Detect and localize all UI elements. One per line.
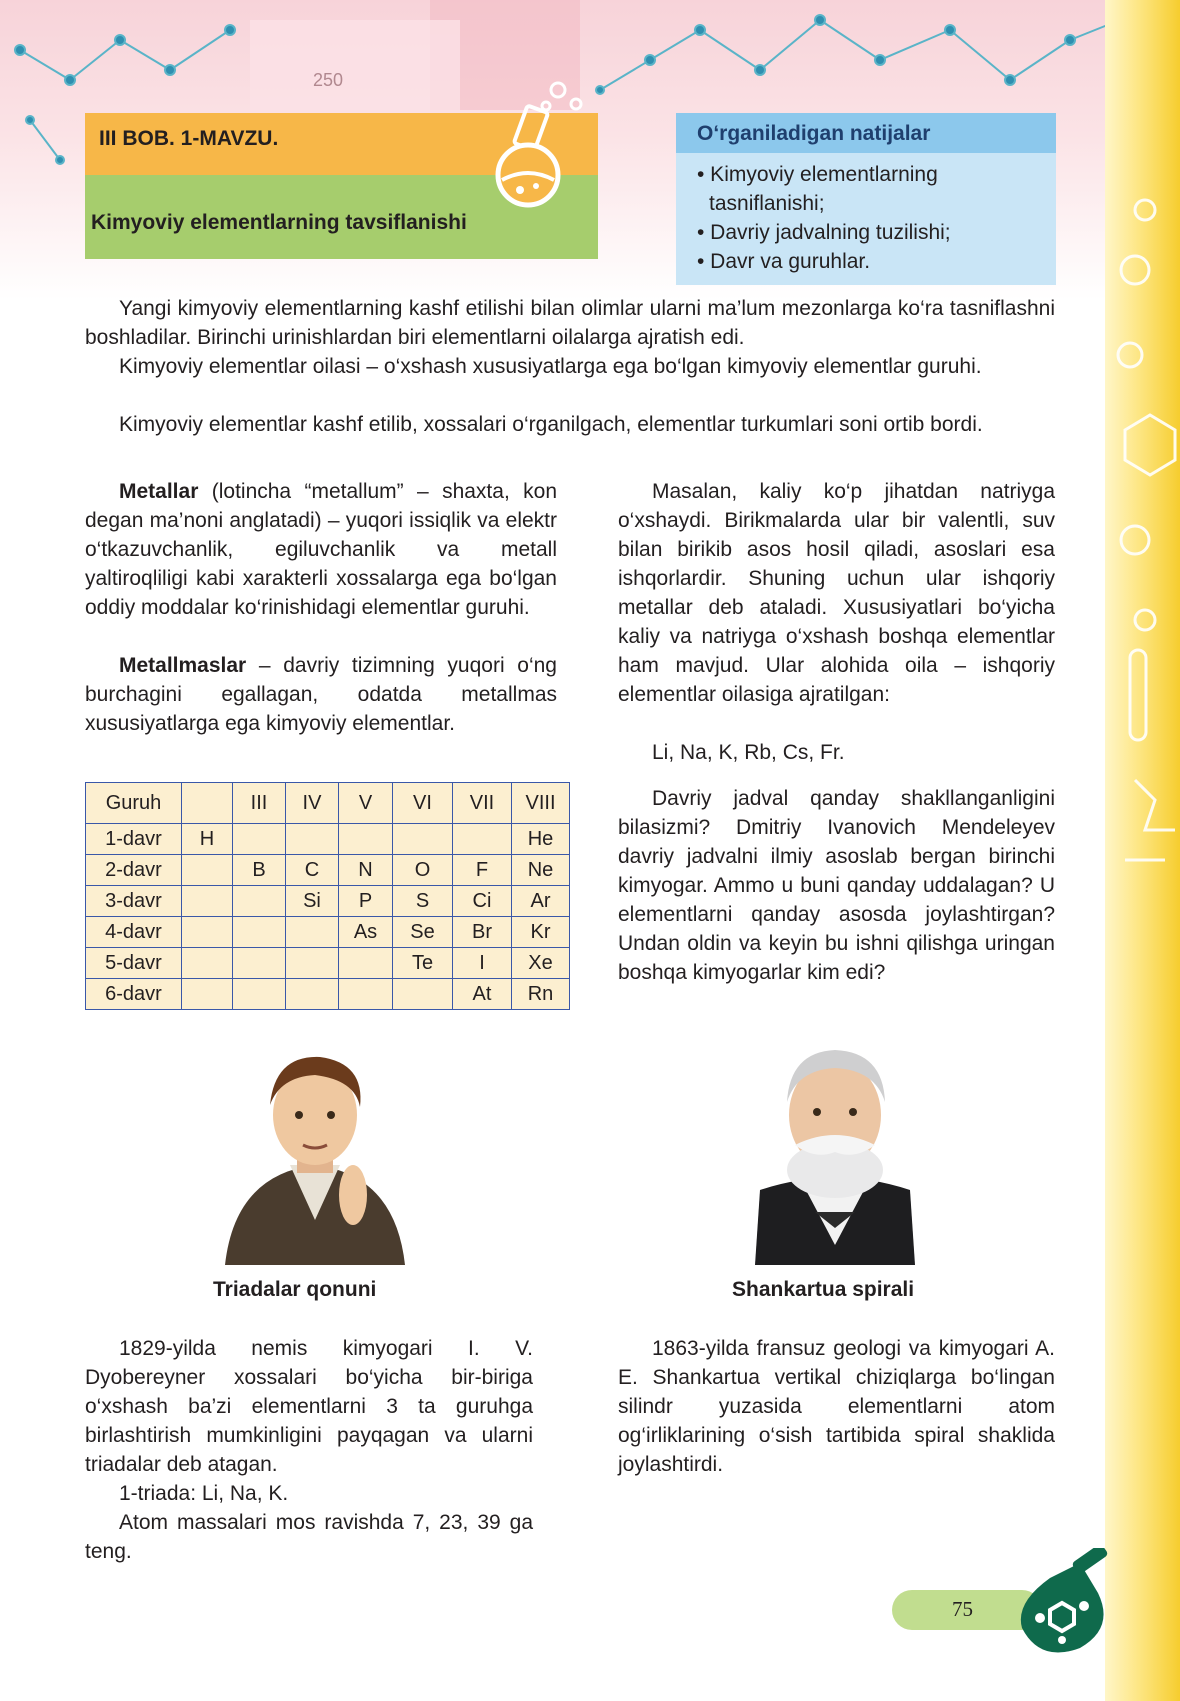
table-cell xyxy=(233,886,286,917)
table-cell xyxy=(393,979,453,1010)
table-cell xyxy=(182,855,233,886)
periodic-table-excerpt xyxy=(85,782,570,1010)
intro-paragraph-1: Yangi kimyoviy elementlarning kashf etilishi bilan olimlar ularni ma’lum mezonlarga ko‘ra tasniflashni boshladilar. Birinchi urinishlardan biri elementlarni oilalarga ajratish edi. xyxy=(85,297,1055,349)
table-row xyxy=(86,886,570,917)
table-cell: 6-davr xyxy=(86,979,182,1010)
ruler-number: 250 xyxy=(313,70,344,90)
mendeleev-paragraph: Davriy jadval qanday shakllanganligini bilasizmi? Dmitriy Ivanovich Mendeleyev davriy jadvalni ilmiy asoslab bergan birinchi kimyogar. Ammo u buni qanday uddalagan? U elementlarni qanday asosda joylashtirgan? Undan oldin va keyin bu ishni qilishga uringan boshqa kimyogarlar kim edi? xyxy=(618,787,1055,984)
table-cell: 4-davr xyxy=(86,917,182,948)
table-cell xyxy=(339,948,393,979)
table-header-cell: VI xyxy=(393,783,453,824)
chancourtois-portrait xyxy=(735,1040,935,1265)
table-cell: Ar xyxy=(512,886,570,917)
intro-paragraph-3: Kimyoviy elementlar kashf etilib, xossalari o‘rganilgach, elementlar turkumlari soni ortib bordi. xyxy=(119,413,983,436)
alkali-paragraph: Masalan, kaliy ko‘p jihatdan natriyga o‘xshaydi. Birikmalarda ular bir valentli, suv bilan birikib asos hosil qiladi, asoslari esa ishqorlardir. Shuning uchun ular ishqoriy metallar deb ataladi. Xususiyatlari bo‘yicha kaliy va natriyga o‘xshash boshqa elementlar ham mavjud. Ular alohida oila – ishqoriy elementlar oilasiga ajratilgan: xyxy=(618,480,1055,706)
table-cell xyxy=(286,824,339,855)
dobereiner-paragraph: 1829-yilda nemis kimyogari I. V. Dyobereyner xossalari bo‘yicha bir-biriga o‘xshash ba’zi elementlarni 3 ta guruhga birlashtirish mumkinligini payqagan va ularni triadalar deb atagan. xyxy=(85,1337,533,1476)
metals-definition: Metallar (lotincha “metallum” – shaxta, kon degan ma’noni anglatadi) – yuqori issiqlik va elektr o‘tkazuvchanlik, egiluvchanlik va metall yaltiroqliligi kabi xarakterli xossalarga ega bo‘lgan oddiy moddalar ko‘rinishidagi elementlar guruhi. xyxy=(85,480,557,619)
topic-title: Kimyoviy elementlarning tavsiflanishi xyxy=(91,211,467,234)
table-header-cell: VIII xyxy=(512,783,570,824)
table-cell: 2-davr xyxy=(86,855,182,886)
table-cell xyxy=(233,917,286,948)
dobereiner-portrait xyxy=(215,1045,415,1265)
table-cell: C xyxy=(286,855,339,886)
list-item: tasniflanishi; xyxy=(709,192,825,215)
table-cell xyxy=(233,979,286,1010)
table-header-cell: IV xyxy=(286,783,339,824)
table-cell: Xe xyxy=(512,948,570,979)
flask-icon xyxy=(488,78,598,208)
table-header-cell: VII xyxy=(453,783,512,824)
list-item: • Davriy jadvalning tuzilishi; xyxy=(697,221,951,244)
left-figure-caption: Triadalar qonuni xyxy=(213,1278,377,1301)
table-cell: 5-davr xyxy=(86,948,182,979)
lab-equipment-icon xyxy=(1105,0,1180,1701)
nonmetals-term: Metallmaslar xyxy=(119,654,247,677)
alkali-elements-list: Li, Na, K, Rb, Cs, Fr. xyxy=(652,741,845,764)
table-header-cell: III xyxy=(233,783,286,824)
table-cell: F xyxy=(453,855,512,886)
table-row xyxy=(86,855,570,886)
table-cell: 1-davr xyxy=(86,824,182,855)
table-cell: Se xyxy=(393,917,453,948)
table-cell: Rn xyxy=(512,979,570,1010)
nonmetals-definition: Metallmaslar – davriy tizimning yuqori o‘ng burchagini egallagan, odatda metallmas xususiyatlarga ega kimyoviy elementlar. xyxy=(85,654,557,735)
table-cell: Kr xyxy=(512,917,570,948)
table-cell xyxy=(182,886,233,917)
table-cell: 3-davr xyxy=(86,886,182,917)
table-cell xyxy=(182,979,233,1010)
table-row xyxy=(86,948,570,979)
chancourtois-paragraph: 1863-yilda fransuz geologi va kimyogari A. E. Shankartua vertikal chiziqlarga bo‘lingan silindr yuzasida elementlarni atom og‘irliklarining o‘sish tartibida spiral shaklida joylashtirdi. xyxy=(618,1337,1055,1476)
table-header-row xyxy=(86,783,570,824)
table-cell: I xyxy=(453,948,512,979)
table-row xyxy=(86,917,570,948)
learning-results-title: O‘rganiladigan natijalar xyxy=(697,122,931,145)
table-cell xyxy=(182,948,233,979)
list-item: • Kimyoviy elementlarning xyxy=(697,163,938,186)
table-cell: Br xyxy=(453,917,512,948)
table-cell: Ci xyxy=(453,886,512,917)
learning-results-list xyxy=(697,160,1047,276)
table-cell xyxy=(453,824,512,855)
table-cell: He xyxy=(512,824,570,855)
side-decor-strip xyxy=(1105,0,1180,1701)
table-cell xyxy=(339,979,393,1010)
list-item: • Davr va guruhlar. xyxy=(697,250,871,273)
table-header-cell: Guruh xyxy=(86,783,182,824)
table-cell: P xyxy=(339,886,393,917)
table-cell: Te xyxy=(393,948,453,979)
table-cell: At xyxy=(453,979,512,1010)
table-header-cell xyxy=(182,783,233,824)
table-cell: O xyxy=(393,855,453,886)
table-cell: N xyxy=(339,855,393,886)
table-cell xyxy=(233,948,286,979)
atomic-mass-paragraph: Atom massalari mos ravishda 7, 23, 39 ga teng. xyxy=(85,1511,533,1563)
triad-line: 1-triada: Li, Na, K. xyxy=(119,1482,289,1505)
table-cell: Si xyxy=(286,886,339,917)
table-header-cell: V xyxy=(339,783,393,824)
table-cell xyxy=(339,824,393,855)
table-cell xyxy=(286,979,339,1010)
page-number: 75 xyxy=(952,1597,973,1621)
metals-term: Metallar xyxy=(119,480,199,503)
table-cell xyxy=(286,948,339,979)
table-row xyxy=(86,979,570,1010)
table-cell: S xyxy=(393,886,453,917)
molecule-flask-icon xyxy=(1010,1548,1120,1658)
right-figure-caption: Shankartua spirali xyxy=(732,1278,915,1301)
table-cell: As xyxy=(339,917,393,948)
table-cell xyxy=(182,917,233,948)
table-cell xyxy=(393,824,453,855)
table-cell: B xyxy=(233,855,286,886)
table-cell: Ne xyxy=(512,855,570,886)
table-cell: H xyxy=(182,824,233,855)
chapter-label: III BOB. 1-MAVZU. xyxy=(99,127,279,150)
intro-paragraph-2: Kimyoviy elementlar oilasi – o‘xshash xususiyatlarga ega bo‘lgan kimyoviy elementlar guruhi. xyxy=(119,355,982,378)
table-row xyxy=(86,824,570,855)
table-cell xyxy=(233,824,286,855)
table-cell xyxy=(286,917,339,948)
